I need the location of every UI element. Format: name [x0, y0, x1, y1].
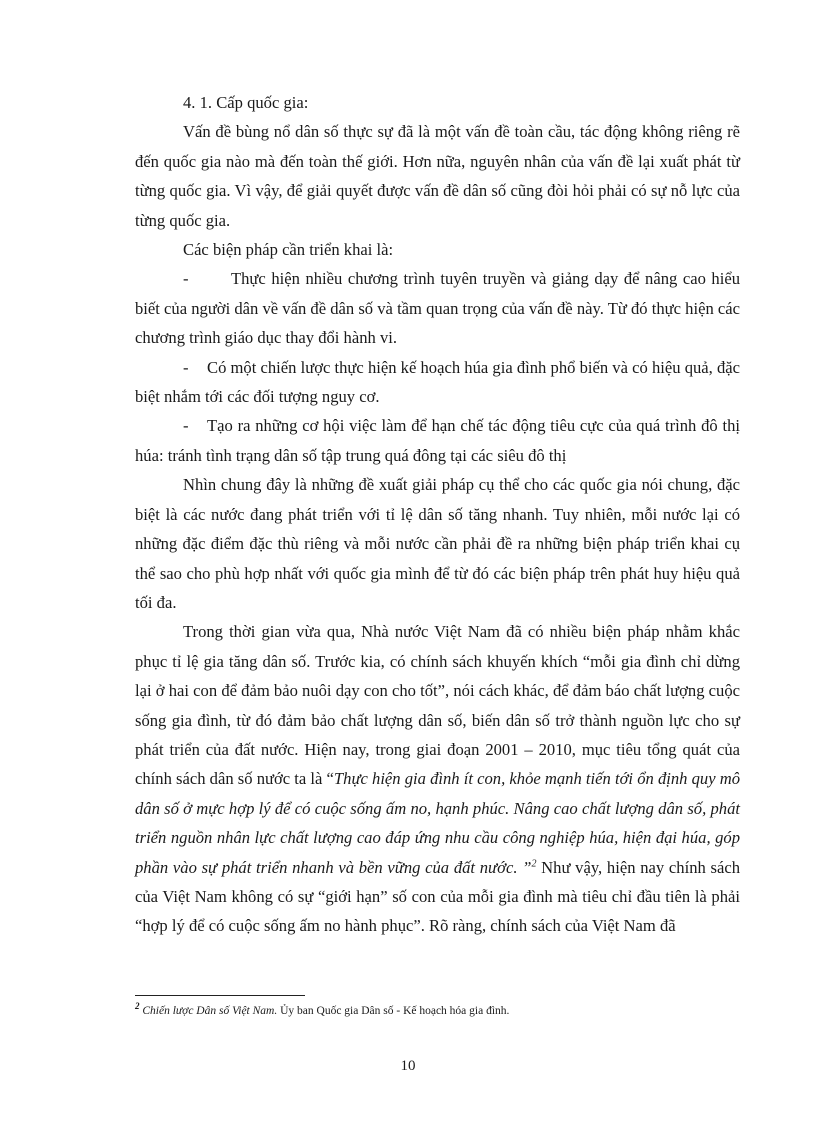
footnote-reference[interactable]: 2: [531, 858, 537, 870]
bullet-item-1-text: Thực hiện nhiều chương trình tuyên truyền và giảng dạy để nâng cao hiểu biết của người dân về vấn đề dân số và tầm quan trọng của vấn đề này. Từ đó thực hiện các chương trình giáo dục thay đổi hành vi.: [135, 269, 740, 348]
bullet-item-3: [135, 411, 740, 470]
footnote-text: Ủy ban Quốc gia Dân số - Kế hoạch hóa gia đình.: [277, 1005, 510, 1017]
bullet-item-2: [135, 353, 740, 412]
bullet-item-3-text: Tạo ra những cơ hội việc làm để hạn chế tác động tiêu cực của quá trình đô thị húa: tránh tình trạng dân số tập trung quá đông tại các siêu đô thị: [135, 416, 740, 465]
section-heading: 4. 1. Cấp quốc gia:: [183, 93, 309, 112]
bullet-item-1: [135, 264, 740, 352]
paragraph-1: Vấn đề bùng nổ dân số thực sự đã là một vấn đề toàn cầu, tác động không riêng rẽ đến quốc gia nào mà đến toàn thế giới. Hơn nữa, nguyên nhân của vấn đề lại xuất phát từ từng quốc gia. Vì vậy, để giải quyết được vấn đề dân số cũng đòi hỏi phải có sự nỗ lực của từng quốc gia.: [135, 122, 740, 230]
footnote: [135, 1003, 740, 1019]
quote-close: ”: [517, 857, 532, 877]
bullet-marker: -: [183, 357, 189, 377]
footnote-title: Chiến lược Dân số Việt Nam.: [142, 1005, 278, 1017]
footnote-divider: [135, 995, 305, 996]
body-text: [135, 88, 740, 941]
paragraph-3: Nhìn chung đây là những đề xuất giải pháp cụ thể cho các quốc gia nói chung, đặc biệt là các nước đang phát triển với tỉ lệ dân số tăng nhanh. Tuy nhiên, mỗi nước lại có những đặc điểm đặc thù riêng và mỗi nước cần phải đề ra những biện pháp triển khai cụ thể sao cho phù hợp nhất với quốc gia mình để từ đó các biện pháp trên phát huy hiệu quả tối đa.: [135, 475, 740, 612]
page-number: 10: [400, 1058, 416, 1074]
policy-quote: Thực hiện gia đình ít con, khỏe mạnh tiến tới ổn định quy mô dân số ở mực hợp lý để có cuộc sống ấm no, hạnh phúc. Nâng cao chất lượng dân số, phát triển nguồn nhân lực chất lượng cao đáp ứng nhu cầu công nghiệp húa, hiện đại húa, góp phần vào sự phát triển nhanh và bền vững của đất nước.: [135, 769, 740, 877]
bullet-marker: -: [183, 416, 189, 436]
footnote-marker: 2: [135, 1001, 140, 1012]
paragraph-4-end: Như vậy, hiện nay chính sách của Việt Nam không có sự “giới hạn” số con của mỗi gia đình mà tiêu chỉ đầu tiên là phải “hợp lý để có cuộc sống ấm no hành phục”. Rõ ràng, chính sách của Việt Nam đã: [135, 857, 740, 936]
paragraph-4: [135, 617, 740, 940]
paragraph-4-start: Trong thời gian vừa qua, Nhà nước Việt Nam đã có nhiều biện pháp nhằm khắc phục tỉ lệ gia tăng dân số. Trước kia, có chính sách khuyến khích “mỗi gia đình chỉ dừng lại ở hai con để đảm bảo nuôi dạy con cho tốt”, nói cách khác, để đảm báo chất lượng cuộc sống gia đình, từ đó đảm bảo chất lượng dân số, biến dân số trở thành nguồn lực cho sự phát triển của đất nước. Hiện nay, trong giai đoạn 2001 – 2010, mục tiêu tổng quát của chính sách dân số nước ta là “: [135, 622, 740, 789]
bullet-item-2-text: Có một chiến lược thực hiện kế hoạch húa gia đình phổ biến và có hiệu quả, đặc biệt nhắm tới các đối tượng nguy cơ.: [135, 357, 740, 407]
paragraph-2: Các biện pháp cần triển khai là:: [183, 240, 394, 260]
bullet-marker: -: [183, 269, 189, 289]
